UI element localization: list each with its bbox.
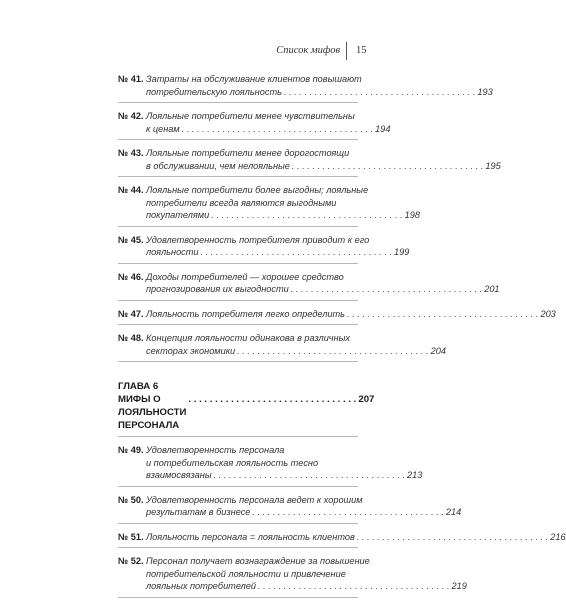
entry-page: 193 [477, 86, 493, 97]
entry-page: 198 [404, 210, 421, 220]
entry-last-line [146, 209, 420, 222]
myth-number: № 49. [118, 445, 144, 455]
running-title: Список мифов [276, 45, 340, 56]
entry-divider [118, 361, 358, 362]
entry-text-block [146, 234, 409, 259]
chapter-label: ГЛАВА 6 [118, 381, 159, 392]
entry-last-line [146, 283, 500, 296]
page-header [0, 42, 500, 62]
toc-entry [118, 531, 566, 544]
entry-text-line: прогнозирования их выгодности [146, 284, 289, 294]
chapter-title: МИФЫ О ЛОЯЛЬНОСТИ ПЕРСОНАЛА [118, 394, 187, 431]
myth-number: № 44. [118, 185, 144, 195]
entry-text-line: секторах экономики [146, 345, 236, 356]
toc-entry [118, 332, 446, 357]
entry-last-line [146, 86, 493, 99]
entry-last-line [146, 469, 422, 482]
entry-text-block [146, 332, 446, 357]
toc-entry [118, 234, 410, 259]
entry-last-line [146, 506, 461, 519]
entry-page: 199 [394, 247, 410, 257]
entry-text-block [146, 73, 493, 98]
page-number: 15 [356, 45, 367, 56]
entry-text-line: Доходы потребителей — хорошее средство [146, 271, 344, 282]
toc-group-chapter-5 [118, 73, 556, 362]
entry-text-block [146, 308, 556, 321]
entry-last-line [146, 160, 501, 173]
dot-leader: . . . . . . . . . . . . . . . . . . . . . . . . . . . . . . . . . . . . . . [181, 123, 374, 134]
entry-text-block [146, 147, 501, 172]
entry-divider [118, 486, 358, 487]
toc-entry [118, 555, 467, 593]
entry-page: 219 [451, 581, 467, 591]
chapter-page: 207 [358, 394, 375, 405]
dot-leader: . . . . . . . . . . . . . . . . . . . . . . . . . . . . . . . . . . . . . . [258, 581, 450, 591]
dot-leader: . . . . . . . . . . . . . . . . . . . . . . . . . . . . . . . . . . . . . . [237, 345, 429, 356]
entry-divider [118, 324, 358, 325]
toc-entry [118, 494, 462, 519]
entry-text-line: и потребительская лояльность тесно [146, 457, 319, 468]
entry-text-line: результатам в бизнесе [146, 507, 251, 517]
myth-number: № 47. [118, 308, 144, 319]
myth-number: № 42. [118, 111, 144, 121]
dot-leader: . . . . . . . . . . . . . . . . . . . . . . . . . . . . . . . . . . . . . . [252, 507, 444, 517]
entry-page: 195 [485, 160, 501, 171]
table-of-contents [118, 73, 566, 605]
entry-last-line [146, 123, 391, 136]
dot-leader: . . . . . . . . . . . . . . . . . . . . . . . . . . . . . . . . . . . . . . [291, 160, 484, 171]
entry-text-block [146, 184, 420, 222]
entry-text-block [146, 531, 566, 544]
myth-number: № 51. [118, 531, 144, 542]
myth-number: № 41. [118, 74, 144, 84]
entry-text-line: к ценам [146, 123, 180, 134]
chapter-heading [118, 380, 375, 437]
entry-page: 201 [484, 284, 500, 294]
myth-number: № 52. [118, 556, 144, 566]
entry-text-block [146, 271, 500, 296]
myth-number: № 43. [118, 148, 144, 158]
dot-leader: . . . . . . . . . . . . . . . . . . . . . . . . . . . . . . . . . . . . . . [213, 470, 406, 480]
entry-divider [118, 523, 358, 524]
chapter-title-row [118, 393, 375, 432]
dot-leader: . . . . . . . . . . . . . . . . . . . . . . . . . . . . . . . . . . . . . . [200, 247, 392, 257]
toc-entry [118, 110, 391, 135]
toc-entry [118, 271, 500, 296]
myth-number: № 50. [118, 494, 144, 505]
entry-text-line: Персонал получает вознаграждение за повышение [146, 556, 370, 566]
entry-text-line: Удовлетворенность персонала ведет к хорошим [146, 494, 363, 505]
toc-entry [118, 308, 556, 321]
entry-divider [118, 226, 358, 227]
entry-divider [118, 597, 358, 598]
entry-text-line: Лояльные потребители более выгодны; лояльные [146, 185, 369, 195]
entry-text-line: потребительскую лояльность [146, 86, 282, 97]
entry-last-line [146, 308, 556, 321]
entry-text-line: Удовлетворенность потребителя приводит к его [146, 234, 370, 245]
entry-text-line: взаимосвязаны [146, 470, 212, 480]
dot-leader: . . . . . . . . . . . . . . . . . . . . . . . . . . . . . . . . . . . . . . [211, 210, 403, 220]
header-divider [346, 42, 347, 60]
entry-text-line: потребительской лояльности и привлечение [146, 568, 346, 579]
toc-entry [118, 73, 493, 98]
dot-leader: . . . . . . . . . . . . . . . . . . . . . . . . . . . . . . . . . . . . . . [356, 531, 549, 542]
dot-leader: . . . . . . . . . . . . . . . . . . . . . . . . . . . . . . . . . . . . . . [283, 86, 476, 97]
entry-divider [118, 300, 358, 301]
entry-last-line [146, 580, 467, 593]
myth-number: № 48. [118, 333, 144, 343]
entry-text-block [146, 494, 461, 519]
entry-text-block [146, 110, 391, 135]
entry-text-line: Лояльные потребители менее дорогостоящи [146, 148, 350, 158]
entry-divider [118, 547, 358, 548]
entry-text-line: Концепция лояльности одинакова в различных [146, 333, 350, 343]
entry-last-line [146, 246, 409, 259]
myth-number: № 46. [118, 271, 144, 282]
entry-divider [118, 263, 358, 264]
entry-text-line: потребители всегда являются выгодными [146, 197, 337, 208]
entry-text-line: Затраты на обслуживание клиентов повышают [146, 74, 362, 84]
toc-entry [118, 444, 423, 482]
dot-leader: . . . . . . . . . . . . . . . . . . . . . . . . . . . . . . . . . . . . . . [347, 308, 539, 319]
entry-text-line: в обслуживании, чем нелояльные [146, 160, 290, 171]
dot-leader: . . . . . . . . . . . . . . . . . . . . . . . . . . . . . . . . . . . . . . [290, 284, 483, 294]
toc-group-chapter-6 [118, 444, 566, 598]
entry-divider [118, 176, 358, 177]
toc-entry [118, 147, 501, 172]
entry-page: 203 [540, 308, 556, 319]
entry-page: 216 [550, 531, 566, 542]
entry-divider [118, 102, 358, 103]
toc-entry [118, 184, 421, 222]
myth-number: № 45. [118, 234, 144, 245]
entry-text-line: покупателями [146, 210, 210, 220]
entry-text-block [146, 555, 467, 593]
entry-page: 194 [375, 123, 391, 134]
entry-text-line: Лояльность потребителя легко определить [146, 308, 345, 319]
entry-text-line: лояльности [146, 247, 199, 257]
entry-text-line: Удовлетворенность персонала [146, 445, 285, 455]
entry-divider [118, 436, 358, 437]
entry-divider [118, 139, 358, 140]
entry-text-line: лояльных потребителей [146, 581, 257, 591]
entry-last-line [146, 531, 566, 544]
entry-last-line [146, 345, 446, 358]
entry-page: 214 [445, 507, 462, 517]
entry-page: 204 [430, 345, 446, 356]
entry-text-line: Лояльные потребители менее чувствительны [146, 111, 355, 121]
entry-text-block [146, 444, 422, 482]
dot-leader: . . . . . . . . . . . . . . . . . . . . . . . . . . . . . . . . [188, 394, 357, 405]
entry-page: 213 [407, 470, 423, 480]
entry-text-line: Лояльность персонала = лояльность клиентов [146, 531, 355, 542]
